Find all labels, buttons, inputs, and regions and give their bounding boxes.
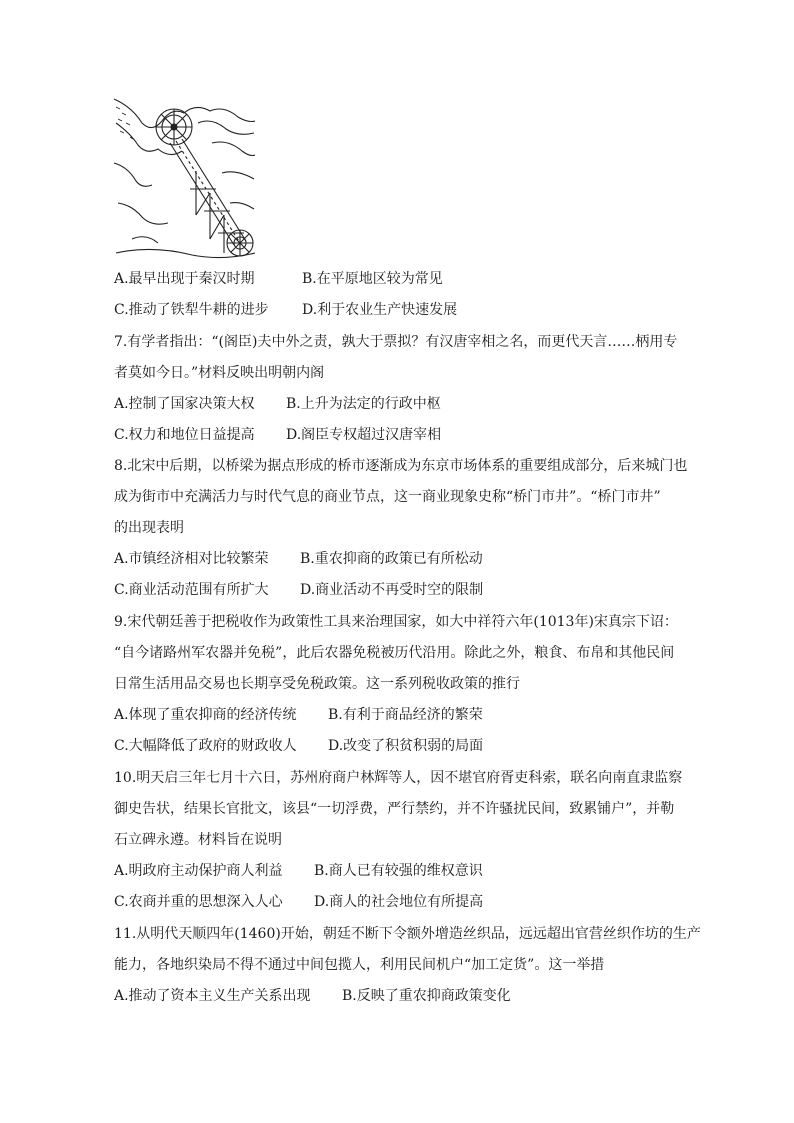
q9-stem-line-3: 日常生活用品交易也长期享受免税政策。这一系列税收政策的推行 xyxy=(114,676,520,692)
q6-option-d: D.利于农业生产快速发展 xyxy=(302,302,458,318)
q7-options-row-1 xyxy=(114,395,441,413)
q11-stem-line-1: 11.从明代天顺四年(1460)开始，朝廷不断下令额外增造丝织品，远远超出官营丝织作坊的生产 xyxy=(114,926,701,942)
q8-options-row-1 xyxy=(114,550,483,568)
q10-option-b: B.商人已有较强的维权意识 xyxy=(314,863,483,879)
q7-option-a: A.控制了国家决策大权 xyxy=(114,396,255,412)
q11-option-b: B.反映了重农抑商政策变化 xyxy=(342,988,511,1004)
q7-option-b: B.上升为法定的行政中枢 xyxy=(286,396,441,412)
q6-option-c: C.推动了铁犁牛耕的进步 xyxy=(114,302,269,318)
q7-stem-line-1: 7.有学者指出：“(阁臣)夫中外之责，孰大于票拟？有汉唐宰相之名，而更代天言……柄用专 xyxy=(114,334,678,350)
q9-stem-line-2: “自今诸路州军农器并免税”，此后农器免税被历代沿用。除此之外，粮食、布帛和其他民间 xyxy=(114,645,675,661)
q10-stem-line-3: 石立碑永遵。材料旨在说明 xyxy=(114,832,282,848)
q6-options-row-1 xyxy=(114,270,443,288)
q6-option-b: B.在平原地区较为常见 xyxy=(302,271,443,287)
q7-option-c: C.权力和地位日益提高 xyxy=(114,427,255,443)
q9-option-b: B.有利于商品经济的繁荣 xyxy=(328,707,483,723)
q8-option-c: C.商业活动范围有所扩大 xyxy=(114,582,269,598)
q9-options-row-1 xyxy=(114,706,483,724)
q8-stem-line-1: 8.北宋中后期，以桥梁为据点形成的桥市逐渐成为东京市场体系的重要组成部分，后来城门也 xyxy=(114,458,688,474)
q7-option-d: D.阁臣专权超过汉唐宰相 xyxy=(286,427,442,443)
q7-options-row-2 xyxy=(114,426,441,444)
q8-option-a: A.市镇经济相对比较繁荣 xyxy=(114,551,269,567)
q9-stem-line-1: 9.宋代朝廷善于把税收作为政策性工具来治理国家，如大中祥符六年(1013年)宋真宗下诏： xyxy=(114,614,678,630)
q8-option-b: B.重农抑商的政策已有所松动 xyxy=(300,551,483,567)
q10-option-d: D.商人的社会地位有所提高 xyxy=(314,894,484,910)
q10-stem-line-1: 10.明天启三年七月十六日，苏州府商户林辉等人，因不堪官府胥吏科索，联名向南直隶监察 xyxy=(114,770,683,786)
q8-options-row-2 xyxy=(114,581,483,599)
q6-options-row-2 xyxy=(114,301,457,319)
q11-options-row-1 xyxy=(114,987,511,1005)
waterwheel-illustration xyxy=(112,93,257,261)
q9-option-d: D.改变了积贫积弱的局面 xyxy=(328,738,484,754)
q10-options-row-2 xyxy=(114,893,483,911)
q10-stem-line-2: 御史告状，结果长官批文，该县“一切浮费，严行禁约，并不许骚扰民间，致累铺户”，并勒 xyxy=(114,801,675,817)
q11-option-a: A.推动了资本主义生产关系出现 xyxy=(114,988,311,1004)
q9-option-a: A.体现了重农抑商的经济传统 xyxy=(114,707,297,723)
q9-options-row-2 xyxy=(114,737,483,755)
q6-option-a: A.最早出现于秦汉时期 xyxy=(114,271,255,287)
q7-stem-line-2: 者莫如今日。”材料反映出明朝内阁 xyxy=(114,365,325,381)
q10-option-a: A.明政府主动保护商人利益 xyxy=(114,863,283,879)
q8-stem-line-2: 成为街市中充满活力与时代气息的商业节点，这一商业现象史称“桥门市井”。“桥门市井” xyxy=(114,489,661,505)
q11-stem-line-2: 能力，各地织染局不得不通过中间包揽人，利用民间机户“加工定货”。这一举措 xyxy=(114,957,605,973)
q10-options-row-1 xyxy=(114,862,483,880)
q8-stem-line-3: 的出现表明 xyxy=(114,520,184,536)
q9-option-c: C.大幅降低了政府的财政收人 xyxy=(114,738,297,754)
q10-option-c: C.农商并重的思想深入人心 xyxy=(114,894,283,910)
q8-option-d: D.商业活动不再受时空的限制 xyxy=(300,582,484,598)
